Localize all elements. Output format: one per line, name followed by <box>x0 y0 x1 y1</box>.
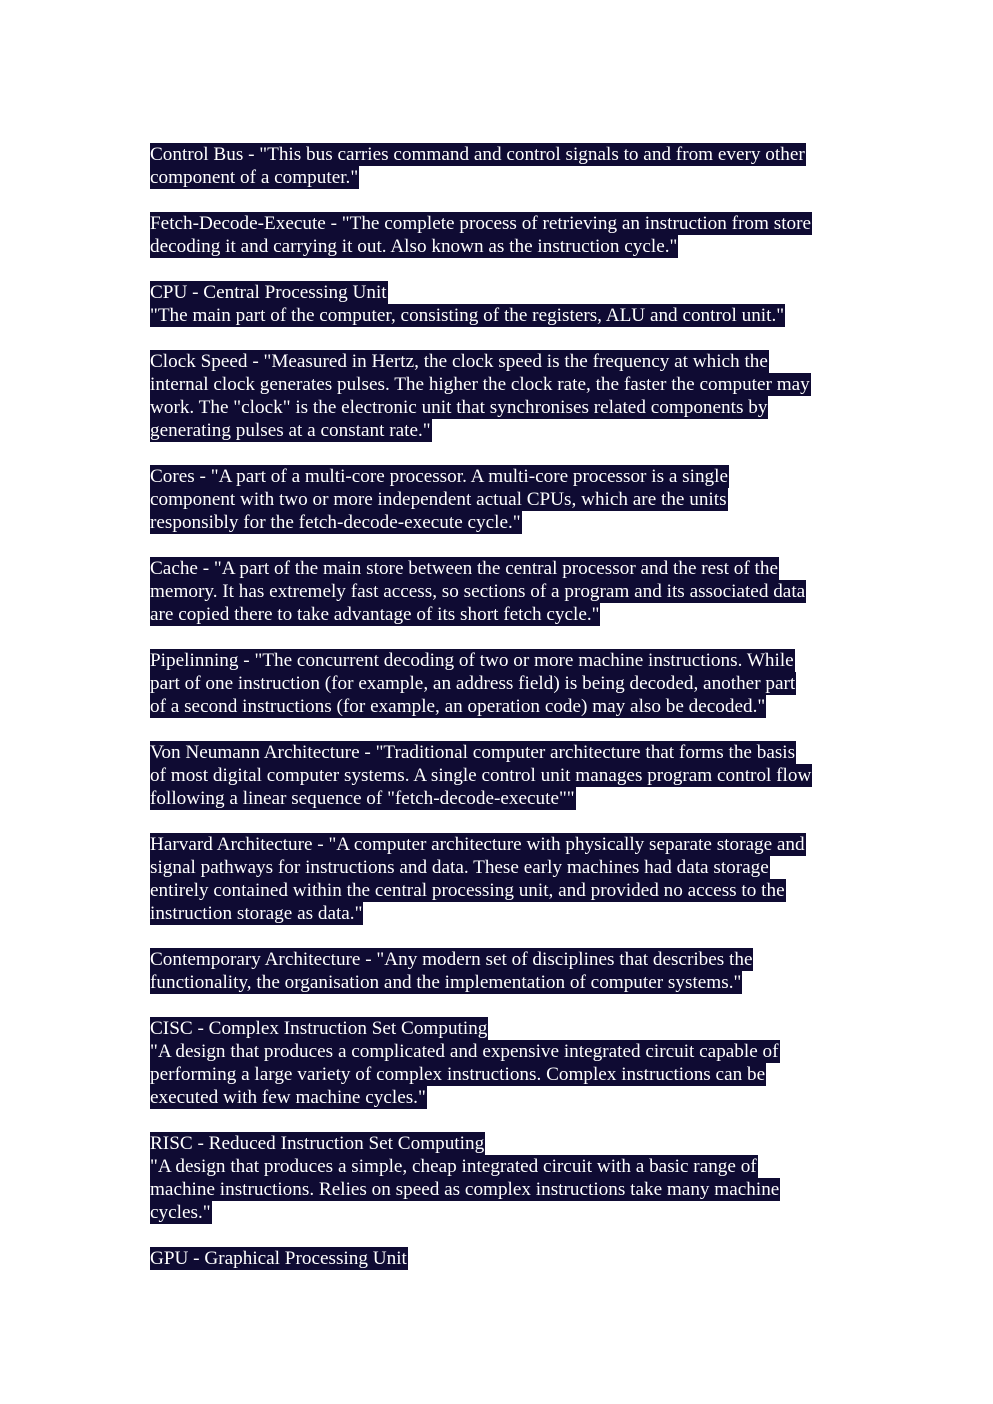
glossary-entry-cisc <box>150 1017 850 1109</box>
entry-line <box>150 603 850 626</box>
highlighted-text: are copied there to take advantage of its short fetch cycle." <box>150 604 600 625</box>
entry-line <box>150 1086 850 1109</box>
entry-line <box>150 1247 850 1270</box>
entry-line <box>150 833 850 856</box>
highlighted-text: instruction storage as data." <box>150 903 363 924</box>
entry-line <box>150 1155 850 1178</box>
entry-line <box>150 511 850 534</box>
entry-line <box>150 235 850 258</box>
glossary-entry-harvard <box>150 833 850 925</box>
highlighted-text: component of a computer." <box>150 167 359 188</box>
entry-line <box>150 281 850 304</box>
highlighted-text: work. The "clock" is the electronic unit that synchronises related components by <box>150 397 768 418</box>
highlighted-text: following a linear sequence of "fetch-decode-execute"" <box>150 788 575 809</box>
entry-line <box>150 764 850 787</box>
entry-line <box>150 304 850 327</box>
entry-line <box>150 971 850 994</box>
highlighted-text: entirely contained within the central processing unit, and provided no access to the <box>150 880 785 901</box>
highlighted-text: Fetch-Decode-Execute - "The complete process of retrieving an instruction from store <box>150 213 812 234</box>
entry-line <box>150 465 850 488</box>
highlighted-text: cycles." <box>150 1202 211 1223</box>
highlighted-text: decoding it and carrying it out. Also known as the instruction cycle." <box>150 236 678 257</box>
document-body <box>150 143 850 1293</box>
entry-line <box>150 488 850 511</box>
highlighted-text: internal clock generates pulses. The higher the clock rate, the faster the computer may <box>150 374 810 395</box>
entry-line <box>150 373 850 396</box>
highlighted-text: machine instructions. Relies on speed as complex instructions take many machine <box>150 1179 780 1200</box>
highlighted-text: Harvard Architecture - "A computer architecture with physically separate storage and <box>150 834 805 855</box>
entry-line <box>150 672 850 695</box>
highlighted-text: "A design that produces a complicated and expensive integrated circuit capable of <box>150 1041 779 1062</box>
entry-line <box>150 649 850 672</box>
glossary-entry-cache <box>150 557 850 626</box>
highlighted-text: "A design that produces a simple, cheap integrated circuit with a basic range of <box>150 1156 757 1177</box>
highlighted-text: component with two or more independent actual CPUs, which are the units <box>150 489 727 510</box>
highlighted-text: Clock Speed - "Measured in Hertz, the clock speed is the frequency at which the <box>150 351 768 372</box>
entry-line <box>150 557 850 580</box>
highlighted-text: Cores - "A part of a multi-core processor. A multi-core processor is a single <box>150 466 728 487</box>
highlighted-text: Cache - "A part of the main store between the central processor and the rest of the <box>150 558 778 579</box>
entry-line <box>150 1132 850 1155</box>
highlighted-text: Control Bus - "This bus carries command and control signals to and from every other <box>150 144 805 165</box>
glossary-entry-von-neumann <box>150 741 850 810</box>
highlighted-text: executed with few machine cycles." <box>150 1087 426 1108</box>
highlighted-text: responsibly for the fetch-decode-execute cycle." <box>150 512 521 533</box>
highlighted-text: Pipelinning - "The concurrent decoding of two or more machine instructions. While <box>150 650 794 671</box>
glossary-entry-cpu <box>150 281 850 327</box>
glossary-entry-clock-speed <box>150 350 850 442</box>
highlighted-text: performing a large variety of complex instructions. Complex instructions can be <box>150 1064 766 1085</box>
entry-line <box>150 396 850 419</box>
highlighted-text: signal pathways for instructions and data. These early machines had data storage <box>150 857 769 878</box>
highlighted-text: RISC - Reduced Instruction Set Computing <box>150 1133 485 1154</box>
glossary-entry-risc <box>150 1132 850 1224</box>
entry-line <box>150 787 850 810</box>
glossary-entry-pipelining <box>150 649 850 718</box>
highlighted-text: of a second instructions (for example, an operation code) may also be decoded." <box>150 696 766 717</box>
entry-line <box>150 1063 850 1086</box>
highlighted-text: functionality, the organisation and the implementation of computer systems." <box>150 972 742 993</box>
glossary-entry-cores <box>150 465 850 534</box>
highlighted-text: of most digital computer systems. A single control unit manages program control flow <box>150 765 812 786</box>
entry-line <box>150 1178 850 1201</box>
entry-line <box>150 741 850 764</box>
entry-line <box>150 143 850 166</box>
entry-line <box>150 948 850 971</box>
highlighted-text: "The main part of the computer, consisting of the registers, ALU and control unit." <box>150 305 785 326</box>
glossary-entry-control-bus <box>150 143 850 189</box>
entry-line <box>150 1040 850 1063</box>
glossary-entry-fetch-decode-execute <box>150 212 850 258</box>
entry-line <box>150 695 850 718</box>
highlighted-text: GPU - Graphical Processing Unit <box>150 1248 407 1269</box>
entry-line <box>150 1201 850 1224</box>
highlighted-text: Von Neumann Architecture - "Traditional computer architecture that forms the basis <box>150 742 796 763</box>
highlighted-text: CISC - Complex Instruction Set Computing <box>150 1018 488 1039</box>
entry-line <box>150 902 850 925</box>
entry-line <box>150 212 850 235</box>
glossary-entry-contemporary <box>150 948 850 994</box>
entry-line <box>150 580 850 603</box>
entry-line <box>150 419 850 442</box>
entry-line <box>150 1017 850 1040</box>
highlighted-text: memory. It has extremely fast access, so sections of a program and its associated data <box>150 581 806 602</box>
entry-line <box>150 166 850 189</box>
glossary-entry-gpu <box>150 1247 850 1270</box>
entry-line <box>150 350 850 373</box>
highlighted-text: generating pulses at a constant rate." <box>150 420 431 441</box>
entry-line <box>150 879 850 902</box>
highlighted-text: CPU - Central Processing Unit <box>150 282 387 303</box>
highlighted-text: part of one instruction (for example, an address field) is being decoded, another part <box>150 673 796 694</box>
entry-line <box>150 856 850 879</box>
highlighted-text: Contemporary Architecture - "Any modern set of disciplines that describes the <box>150 949 753 970</box>
